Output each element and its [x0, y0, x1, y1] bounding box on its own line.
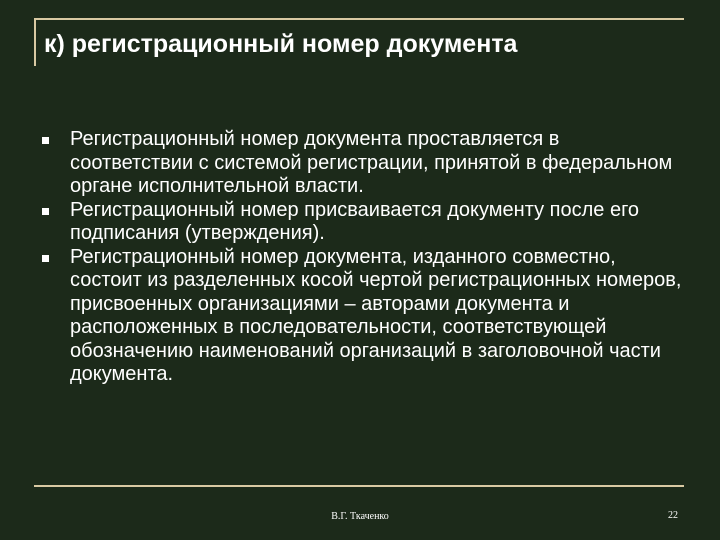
- slide-title: к) регистрационный номер документа: [44, 30, 518, 58]
- bullet-text: Регистрационный номер документа, изданного совместно, состоит из разделенных косой чертой регистрационных номеров, присвоенных организациями – авторами документа и расположенных в последовательности, соответствующей обозначению наименований организаций в заголовочной части документа.: [70, 245, 682, 385]
- square-bullet-icon: [42, 208, 49, 215]
- bullet-list: [42, 128, 682, 387]
- bullet-item: [42, 128, 682, 199]
- square-bullet-icon: [42, 137, 49, 144]
- page-number: 22: [668, 510, 678, 521]
- left-accent-rule: [34, 18, 36, 66]
- bullet-item: [42, 199, 682, 246]
- bullet-item: [42, 246, 682, 387]
- footer-author: В.Г. Ткаченко: [331, 511, 389, 522]
- square-bullet-icon: [42, 255, 49, 262]
- bottom-rule: [34, 485, 684, 487]
- top-rule: [34, 18, 684, 20]
- bullet-text: Регистрационный номер документа проставляется в соответствии с системой регистрации, принятой в федеральном органе исполнительной власти.: [70, 128, 673, 197]
- bullet-text: Регистрационный номер присваивается документу после его подписания (утверждения).: [70, 198, 640, 244]
